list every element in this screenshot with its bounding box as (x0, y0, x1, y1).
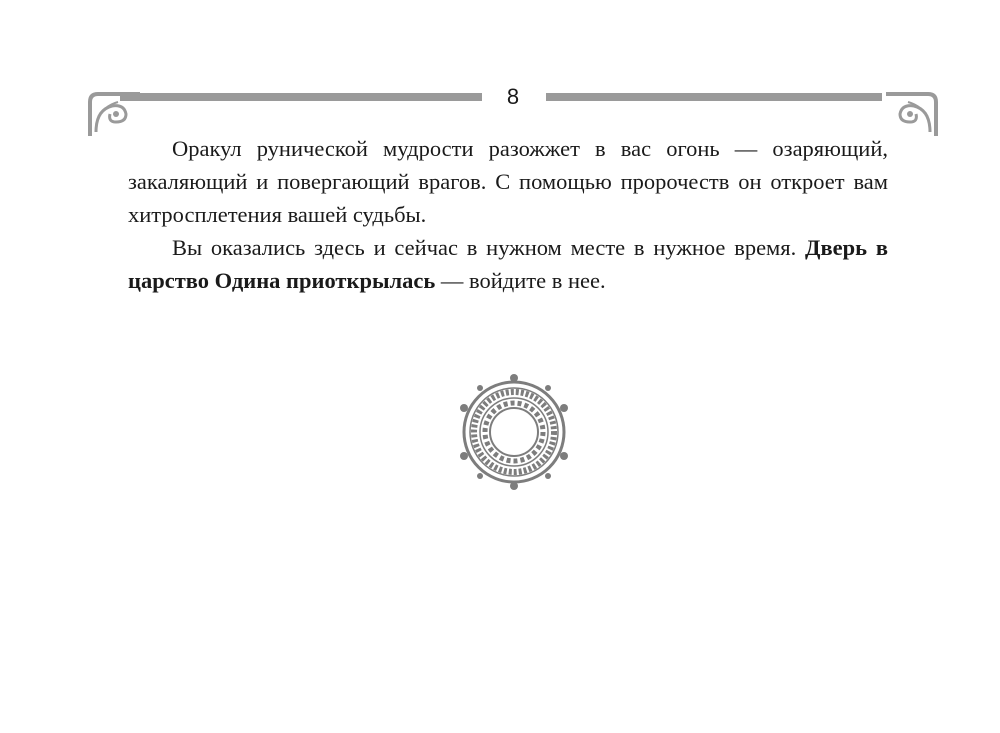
corner-flourish-right-icon (886, 88, 940, 140)
page-number: 8 (506, 84, 520, 109)
paragraph-2 (128, 231, 888, 297)
paragraph-2-end: — войдите в нее. (435, 268, 606, 293)
page-body (128, 132, 888, 297)
paragraph-2-text: Вы оказались здесь и сейчас в нужном месте в нужное время. (172, 235, 806, 260)
paragraph-1: Оракул рунической мудрости разожжет в вас огонь — озаряющий, закаляющий и повергающий врагов. С помощью пророчеств он откроет вам хитросплетения вашей судьбы. (128, 136, 888, 227)
paragraph-2-bold: Дверь в царство Одина приоткрылась (128, 235, 888, 293)
header-rule-left (120, 93, 482, 101)
rune-circle-icon (458, 372, 570, 492)
page-header (0, 0, 1000, 140)
header-rule-right (546, 93, 882, 101)
